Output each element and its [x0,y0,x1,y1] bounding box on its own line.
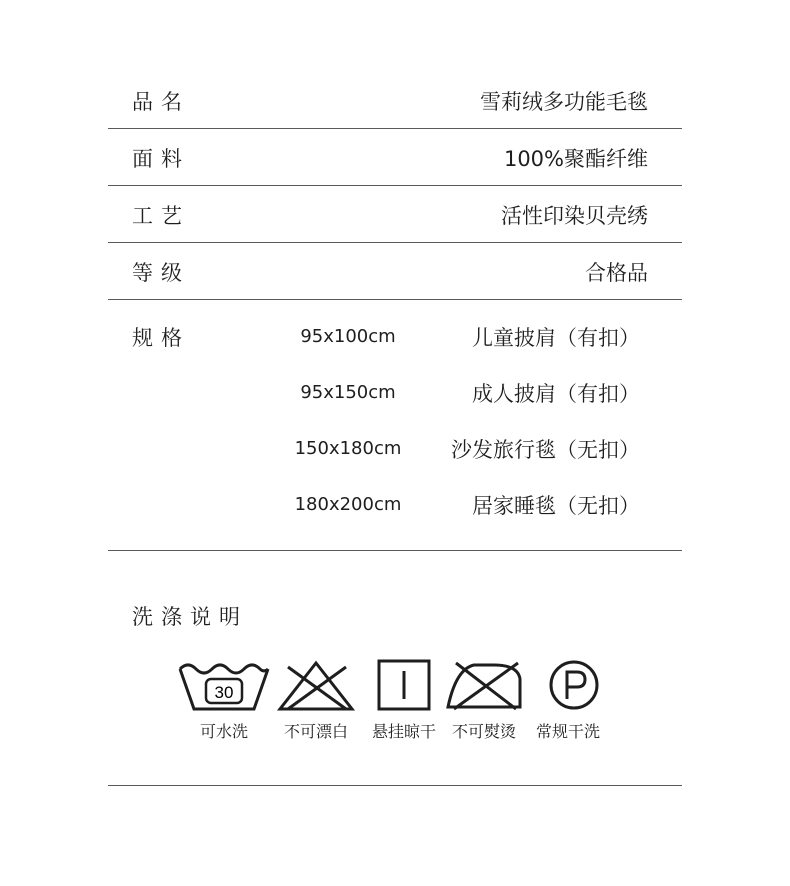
spec-size: 95x150cm [300,382,396,403]
info-row-name [108,72,682,129]
info-row-fabric [108,129,682,186]
no-bleach-icon [274,659,358,711]
spec-item [108,378,682,408]
spec-name: 沙发旅行毯（无扣） [451,438,640,462]
care-caption: 不可漂白 [283,722,348,741]
spec-label: 规格 [132,326,190,350]
spec-item [108,322,682,352]
spec-size: 180x200cm [294,494,402,515]
spec-name: 居家睡毯（无扣） [472,494,640,518]
info-row-grade [108,243,682,300]
spec-name: 成人披肩（有扣） [472,382,640,406]
care-caption: 可水洗 [199,722,248,741]
row-label: 面料 [132,147,190,171]
spec-item [108,434,682,464]
row-value: 合格品 [585,261,648,285]
care-section [108,551,682,786]
care-caption: 不可熨烫 [451,722,516,741]
row-value: 活性印染贝壳绣 [501,204,648,228]
hang-dry-icon [376,659,432,711]
wash-30-icon [176,659,272,711]
spec-section [108,300,682,551]
row-label: 品名 [132,90,190,114]
spec-size: 95x100cm [300,326,396,347]
wash-temp-label: 30 [214,683,234,702]
row-value: 100%聚酯纤维 [503,147,648,171]
no-iron-icon [444,659,524,711]
care-caption: 悬挂晾干 [371,722,436,741]
spec-item [108,490,682,520]
row-value: 雪莉绒多功能毛毯 [480,90,648,114]
product-info-sheet [108,72,682,786]
spec-size: 150x180cm [294,438,402,459]
row-label: 工艺 [132,204,190,228]
spec-name: 儿童披肩（有扣） [472,326,640,350]
dry-clean-p-icon [548,659,600,711]
row-label: 等级 [132,261,190,285]
care-title: 洗涤说明 [132,605,248,629]
care-caption: 常规干洗 [535,722,600,741]
info-row-craft [108,186,682,243]
